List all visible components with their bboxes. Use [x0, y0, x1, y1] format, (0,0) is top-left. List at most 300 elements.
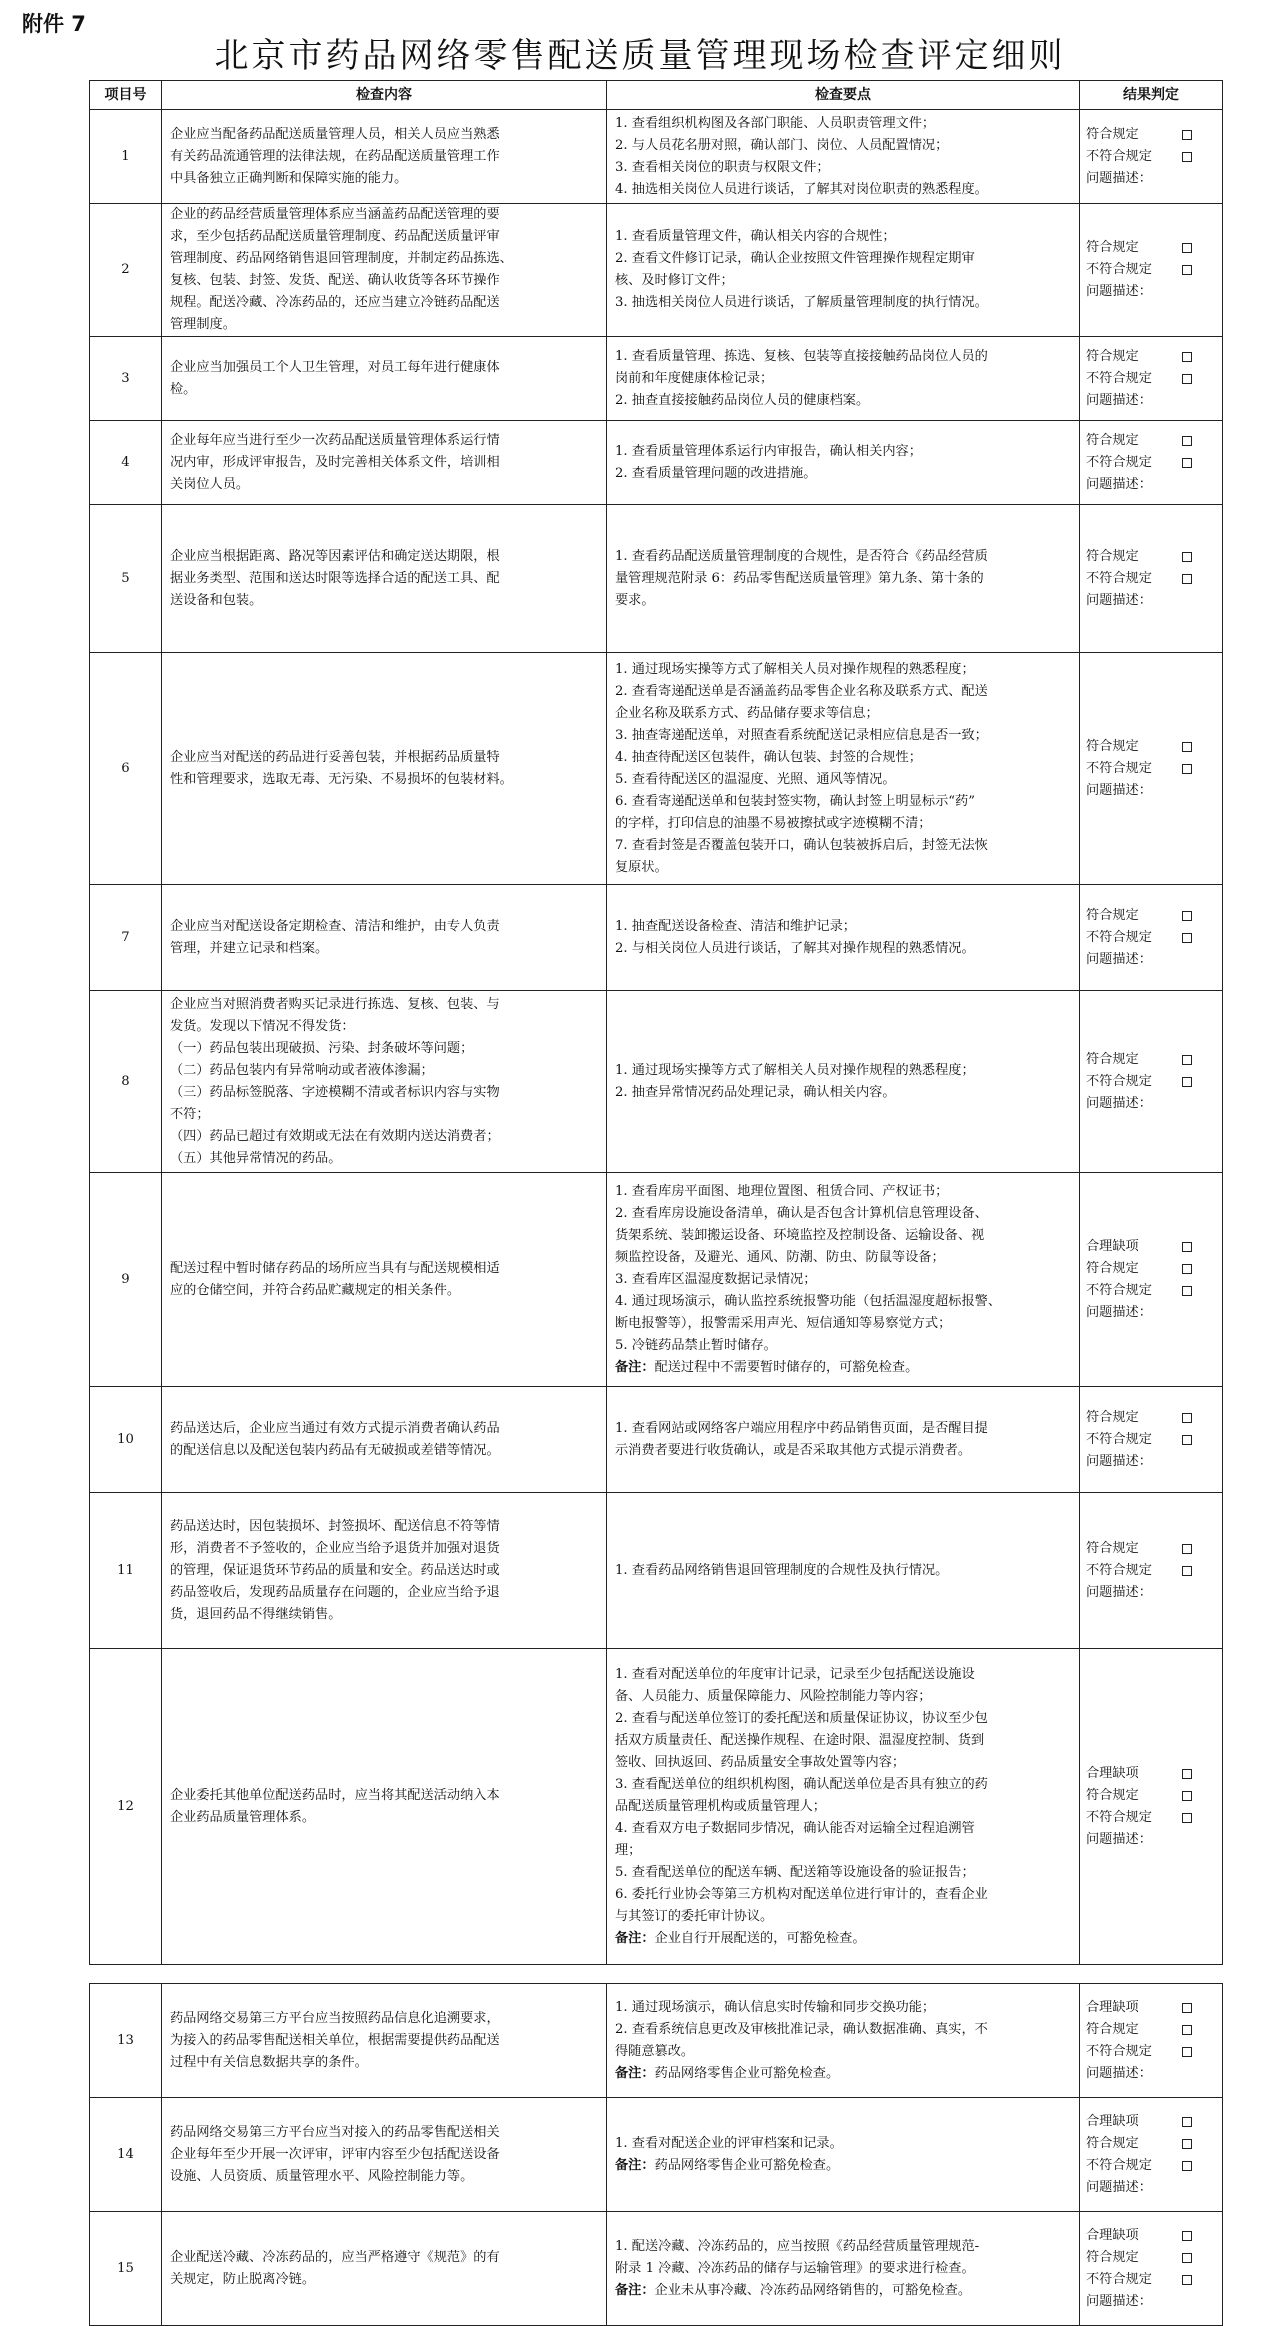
content-line: 企业配送冷藏、冷冻药品的，应当严格遵守《规范》的有 — [170, 2249, 500, 2265]
result-option-label: 不符合规定 — [1086, 148, 1152, 164]
check-point-line: 7. 查看封签是否覆盖包装开口，确认包装被拆启后，封签无法恢 — [615, 837, 988, 853]
result-option[interactable] — [1086, 1407, 1192, 1429]
check-point — [615, 1082, 1071, 1104]
item-number-text: 13 — [117, 2032, 134, 2048]
check-point-line: 备、人员能力、质量保障能力、风险控制能力等内容； — [615, 1688, 932, 1704]
item-number-text: 9 — [121, 1271, 130, 1287]
check-points — [607, 1173, 1080, 1387]
item-number — [90, 991, 162, 1173]
checkbox[interactable] — [1182, 574, 1192, 584]
result-option-label: 不符合规定 — [1086, 1562, 1152, 1578]
result-option-label: 符合规定 — [1086, 1409, 1139, 1425]
result-option[interactable] — [1086, 1807, 1192, 1829]
check-point-line: 品配送质量管理机构或质量管理人； — [615, 1798, 826, 1814]
check-points — [607, 337, 1080, 421]
check-content — [162, 110, 607, 204]
result-option-label: 符合规定 — [1086, 548, 1139, 564]
item-number-text: 2 — [121, 262, 130, 277]
note-text: 药品网络零售企业可豁免检查。 — [654, 2065, 840, 2081]
content-line: 据业务类型、范围和送达时限等选择合适的配送工具、配 — [170, 570, 500, 586]
check-point-line: 2. 抽查异常情况药品处理记录，确认相关内容。 — [615, 1084, 896, 1100]
check-point — [615, 390, 1071, 412]
checkbox[interactable] — [1182, 374, 1192, 384]
result-option[interactable] — [1086, 905, 1192, 927]
item-number — [90, 421, 162, 505]
check-content — [162, 1387, 607, 1493]
result-option[interactable] — [1086, 1071, 1192, 1093]
check-point-line: 括双方质量责任、配送操作规程、在途时限、温湿度控制、货到 — [615, 1732, 985, 1748]
content-line: （三）药品标签脱落、字迹模糊不清或者标识内容与实物 — [170, 1084, 500, 1100]
result-option-label: 符合规定 — [1086, 126, 1139, 142]
check-content — [162, 653, 607, 885]
checkbox[interactable] — [1182, 552, 1192, 562]
item-number — [90, 204, 162, 337]
result-cell — [1080, 1649, 1223, 1965]
check-point — [615, 179, 1071, 201]
check-point — [615, 292, 1071, 314]
table-row — [90, 337, 1223, 421]
checkbox[interactable] — [1182, 2231, 1192, 2241]
checkbox[interactable] — [1182, 2025, 1192, 2035]
check-point-line: 3. 抽选相关岗位人员进行谈话，了解质量管理制度的执行情况。 — [615, 295, 988, 310]
result-option-label: 合理缺项 — [1086, 1765, 1139, 1781]
checkbox[interactable] — [1182, 1286, 1192, 1296]
content-line: 检。 — [170, 381, 197, 397]
item-number — [90, 505, 162, 653]
table-row — [90, 2212, 1223, 2326]
check-point — [615, 938, 1071, 960]
check-point — [615, 546, 1071, 612]
result-option[interactable] — [1086, 546, 1192, 568]
item-number — [90, 1493, 162, 1649]
item-number-text: 4 — [121, 454, 130, 470]
table-row — [90, 421, 1223, 505]
inspection-table — [89, 80, 1223, 1965]
check-point — [615, 2236, 1071, 2280]
check-point — [615, 1997, 1071, 2019]
item-number-text: 3 — [121, 370, 130, 386]
result-option[interactable] — [1086, 2019, 1192, 2041]
result-option[interactable] — [1086, 368, 1192, 390]
content-line: （五）其他异常情况的药品。 — [170, 1150, 342, 1166]
checkbox[interactable] — [1182, 352, 1192, 362]
check-content — [162, 1649, 607, 1965]
issue-description-label: 问题描述： — [1086, 1095, 1152, 1111]
checkbox[interactable] — [1182, 911, 1192, 921]
checkbox[interactable] — [1182, 2117, 1192, 2127]
result-cell — [1080, 2098, 1223, 2212]
check-content — [162, 991, 607, 1173]
check-point — [615, 1884, 1071, 1928]
check-points — [607, 2098, 1080, 2212]
check-point-line: 3. 查看相关岗位的职责与权限文件； — [615, 159, 830, 175]
content-line: 不符； — [170, 1106, 210, 1122]
check-point — [615, 1418, 1071, 1462]
result-option[interactable] — [1086, 758, 1192, 780]
result-option-label: 不符合规定 — [1086, 1431, 1152, 1447]
check-point-line: 1. 查看药品配送质量管理制度的合规性，是否符合《药品经营质 — [615, 548, 988, 564]
item-number-text: 10 — [117, 1431, 134, 1447]
issue-description-label: 问题描述： — [1086, 782, 1152, 798]
check-point-line: 1. 查看网站或网络客户端应用程序中药品销售页面，是否醒目提 — [615, 1420, 988, 1436]
table-row — [90, 1649, 1223, 1965]
content-line: 配送过程中暂时储存药品的场所应当具有与配送规模相适 — [170, 1260, 500, 1276]
content-line: 复核、包装、封签、发货、配送、确认收货等各环节操作 — [170, 273, 500, 288]
checkbox[interactable] — [1182, 2139, 1192, 2149]
check-content — [162, 1984, 607, 2098]
check-point-line: 4. 通过现场演示，确认监控系统报警功能（包括温湿度超标报警、 — [615, 1293, 1002, 1309]
content-line: 药品网络交易第三方平台应当按照药品信息化追溯要求， — [170, 2010, 500, 2026]
check-point-line: 4. 抽查待配送区包装件，确认包装、封签的合规性； — [615, 749, 922, 765]
item-number — [90, 2098, 162, 2212]
result-option[interactable] — [1086, 1997, 1192, 2019]
check-point — [615, 659, 1071, 681]
result-option-label: 不符合规定 — [1086, 454, 1152, 470]
check-points — [607, 421, 1080, 505]
check-point-line: 2. 查看寄递配送单是否涵盖药品零售企业名称及联系方式、配送 — [615, 683, 988, 699]
issue-description-label: 问题描述： — [1086, 2293, 1152, 2309]
header-result: 结果判定 — [1080, 81, 1223, 110]
checkbox[interactable] — [1182, 1791, 1192, 1801]
item-number-text: 11 — [117, 1562, 134, 1578]
checkbox[interactable] — [1182, 2047, 1192, 2057]
result-option-label: 不符合规定 — [1086, 370, 1152, 386]
check-point-line: 6. 委托行业协会等第三方机构对配送单位进行审计的，查看企业 — [615, 1886, 988, 1902]
check-point — [615, 791, 1071, 835]
content-line: 管理，并建立记录和档案。 — [170, 940, 329, 956]
checkbox[interactable] — [1182, 1769, 1192, 1779]
content-line: （一）药品包装出现破损、污染、封条破坏等问题； — [170, 1040, 474, 1056]
checkbox[interactable] — [1182, 1813, 1192, 1823]
check-point-line: 1. 查看组织机构图及各部门职能、人员职责管理文件； — [615, 115, 936, 131]
content-line: （四）药品已超过有效期或无法在有效期内送达消费者； — [170, 1128, 500, 1144]
check-point-line: 1. 查看质量管理体系运行内审报告，确认相关内容； — [615, 443, 922, 459]
result-option[interactable] — [1086, 568, 1192, 590]
issue-description-label: 问题描述： — [1086, 392, 1152, 408]
note-text: 企业未从事冷藏、冷冻药品网络销售的，可豁免检查。 — [654, 2282, 972, 2298]
check-content — [162, 204, 607, 337]
result-option[interactable] — [1086, 2269, 1192, 2291]
result-option[interactable] — [1086, 1560, 1192, 1582]
check-point — [615, 1664, 1071, 1708]
result-option-label: 不符合规定 — [1086, 262, 1152, 277]
check-point — [615, 1203, 1071, 1269]
check-point — [615, 725, 1071, 747]
result-option[interactable] — [1086, 1280, 1192, 1302]
check-point — [615, 1862, 1071, 1884]
checkbox[interactable] — [1182, 933, 1192, 943]
check-point-line: 3. 抽查寄递配送单，对照查看系统配送记录相应信息是否一致； — [615, 727, 988, 743]
check-point-line: 理； — [615, 1842, 642, 1858]
result-option-label: 合理缺项 — [1086, 1999, 1139, 2015]
result-option-label: 符合规定 — [1086, 432, 1139, 448]
content-line: 药品送达时，因包装损坏、封签损坏、配送信息不符等情 — [170, 1518, 500, 1534]
result-option[interactable] — [1086, 124, 1192, 146]
content-line: 企业每年应当进行至少一次药品配送质量管理体系运行情 — [170, 432, 500, 448]
result-option[interactable] — [1086, 736, 1192, 758]
check-point — [615, 1335, 1071, 1357]
result-cell — [1080, 505, 1223, 653]
content-line: 形，消费者不予签收的，企业应当给予退货并加强对退货 — [170, 1540, 500, 1556]
check-point-line: 要求。 — [615, 592, 655, 608]
content-line: 企业应当对照消费者购买记录进行拣选、复核、包装、与 — [170, 996, 500, 1012]
check-points — [607, 991, 1080, 1173]
check-point — [615, 1181, 1071, 1203]
check-point-line: 2. 查看质量管理问题的改进措施。 — [615, 465, 817, 481]
note-label: 备注： — [615, 2282, 655, 2298]
checkbox[interactable] — [1182, 1055, 1192, 1065]
check-point-line: 与其签订的委托审计协议。 — [615, 1908, 774, 1924]
result-option[interactable] — [1086, 1049, 1192, 1071]
page-title: 北京市药品网络零售配送质量管理现场检查评定细则 — [214, 36, 1066, 76]
check-point-line: 复原状。 — [615, 859, 668, 875]
check-point-line: 签收、回执返回、药品质量安全事故处置等内容； — [615, 1754, 906, 1770]
result-option[interactable] — [1086, 2041, 1192, 2063]
result-option-label: 不符合规定 — [1086, 1282, 1152, 1298]
check-point-line: 2. 查看库房设施设备清单，确认是否包含计算机信息管理设备、 — [615, 1205, 988, 1221]
check-point-line: 5. 查看待配送区的温湿度、光照、通风等情况。 — [615, 771, 896, 787]
check-point-line: 核、及时修订文件； — [615, 273, 734, 288]
result-cell — [1080, 2212, 1223, 2326]
result-option-label: 符合规定 — [1086, 1787, 1139, 1803]
issue-description-label: 问题描述： — [1086, 2179, 1152, 2195]
content-line: 规程。配送冷藏、冷冻药品的，还应当建立冷链药品配送 — [170, 295, 500, 310]
check-point-line: 企业名称及联系方式、药品储存要求等信息； — [615, 705, 879, 721]
result-option[interactable] — [1086, 237, 1192, 259]
content-line: 送设备和包装。 — [170, 592, 263, 608]
note — [615, 1928, 1071, 1950]
content-line: 企业应当根据距离、路况等因素评估和确定送达期限，根 — [170, 548, 500, 564]
checkbox[interactable] — [1182, 265, 1192, 275]
note-label: 备注： — [615, 2065, 655, 2081]
checkbox[interactable] — [1182, 2003, 1192, 2013]
note-text: 配送过程中不需要暂时储存的，可豁免检查。 — [654, 1359, 919, 1375]
checkbox[interactable] — [1182, 1435, 1192, 1445]
content-line: 的配送信息以及配送包装内药品有无破损或差错等情况。 — [170, 1442, 500, 1458]
check-point-line: 2. 与相关岗位人员进行谈话，了解其对操作规程的熟悉情况。 — [615, 940, 975, 956]
check-point — [615, 1269, 1071, 1291]
result-option[interactable] — [1086, 430, 1192, 452]
result-option[interactable] — [1086, 346, 1192, 368]
check-point — [615, 248, 1071, 292]
check-point — [615, 1818, 1071, 1862]
issue-description-label: 问题描述： — [1086, 284, 1152, 299]
issue-description-label: 问题描述： — [1086, 476, 1152, 492]
result-option-label: 符合规定 — [1086, 348, 1139, 364]
check-point-line: 1. 通过现场演示，确认信息实时传输和同步交换功能； — [615, 1999, 936, 2015]
attachment-label: 附件 7 — [22, 12, 86, 36]
checkbox[interactable] — [1182, 1264, 1192, 1274]
result-option-label: 不符合规定 — [1086, 570, 1152, 586]
check-point — [615, 769, 1071, 791]
result-option-label: 合理缺项 — [1086, 2113, 1139, 2129]
result-option[interactable] — [1086, 2225, 1192, 2247]
result-cell — [1080, 110, 1223, 204]
check-point — [615, 113, 1071, 135]
check-point — [615, 1060, 1071, 1082]
checkbox[interactable] — [1182, 2161, 1192, 2171]
result-option[interactable] — [1086, 1763, 1192, 1785]
result-option[interactable] — [1086, 2155, 1192, 2177]
item-number-text: 14 — [117, 2146, 134, 2162]
checkbox[interactable] — [1182, 436, 1192, 446]
result-option-label: 合理缺项 — [1086, 1238, 1139, 1254]
content-line: 企业应当对配送的药品进行妥善包装，并根据药品质量特 — [170, 749, 500, 765]
check-point-line: 1. 查看药品网络销售退回管理制度的合规性及执行情况。 — [615, 1562, 949, 1578]
result-cell — [1080, 885, 1223, 991]
check-point-line: 4. 抽选相关岗位人员进行谈话，了解其对岗位职责的熟悉程度。 — [615, 181, 988, 197]
note-label: 备注： — [615, 2157, 655, 2173]
table-header-row — [90, 81, 1223, 110]
table-row — [90, 991, 1223, 1173]
check-point — [615, 346, 1071, 390]
result-cell — [1080, 1984, 1223, 2098]
item-number — [90, 1173, 162, 1387]
table-row — [90, 885, 1223, 991]
issue-description-label: 问题描述： — [1086, 1453, 1152, 1469]
result-option[interactable] — [1086, 1429, 1192, 1451]
item-number — [90, 653, 162, 885]
check-point-line: 2. 抽查直接接触药品岗位人员的健康档案。 — [615, 392, 870, 408]
content-line: 关岗位人员。 — [170, 476, 250, 492]
check-points — [607, 2212, 1080, 2326]
result-option-label: 符合规定 — [1086, 1051, 1139, 1067]
item-number — [90, 1387, 162, 1493]
check-point — [615, 2019, 1071, 2063]
check-points — [607, 1493, 1080, 1649]
result-cell — [1080, 337, 1223, 421]
result-cell — [1080, 1173, 1223, 1387]
checkbox[interactable] — [1182, 152, 1192, 162]
note-text: 企业自行开展配送的，可豁免检查。 — [654, 1930, 866, 1946]
content-line: 管理制度、药品网络销售退回管理制度，并制定药品拣选、 — [170, 251, 513, 266]
check-point-line: 4. 查看双方电子数据同步情况，确认能否对运输全过程追溯管 — [615, 1820, 975, 1836]
note — [615, 2280, 1071, 2302]
checkbox[interactable] — [1182, 243, 1192, 253]
checkbox[interactable] — [1182, 1077, 1192, 1087]
result-option[interactable] — [1086, 927, 1192, 949]
content-line: 企业应当加强员工个人卫生管理，对员工每年进行健康体 — [170, 359, 500, 375]
check-point — [615, 135, 1071, 157]
checkbox[interactable] — [1182, 458, 1192, 468]
result-option-label: 不符合规定 — [1086, 929, 1152, 945]
content-line: （二）药品包装内有异常响动或者液体渗漏； — [170, 1062, 434, 1078]
result-option-label: 符合规定 — [1086, 2135, 1139, 2151]
check-point-line: 1. 通过现场实操等方式了解相关人员对操作规程的熟悉程度； — [615, 661, 975, 677]
result-cell — [1080, 204, 1223, 337]
checkbox[interactable] — [1182, 742, 1192, 752]
check-content — [162, 1173, 607, 1387]
checkbox[interactable] — [1182, 764, 1192, 774]
note — [615, 2155, 1071, 2177]
item-number — [90, 1984, 162, 2098]
table-row — [90, 1387, 1223, 1493]
check-point-line: 1. 查看质量管理文件，确认相关内容的合规性； — [615, 229, 896, 244]
content-line: 求，至少包括药品配送质量管理制度、药品配送质量评审 — [170, 229, 500, 244]
content-line: 应的仓储空间，并符合药品贮藏规定的相关条件。 — [170, 1282, 461, 1298]
checkbox[interactable] — [1182, 130, 1192, 140]
result-option[interactable] — [1086, 1236, 1192, 1258]
result-option-label: 不符合规定 — [1086, 1809, 1152, 1825]
check-content — [162, 1493, 607, 1649]
check-point-line: 6. 查看寄递配送单和包装封签实物，确认封签上明显标示“药” — [615, 793, 975, 809]
content-line: 药品网络交易第三方平台应当对接入的药品零售配送相关 — [170, 2124, 500, 2140]
content-line: 性和管理要求，选取无毒、无污染、不易损坏的包装材料。 — [170, 771, 513, 787]
result-option-label: 符合规定 — [1086, 2021, 1139, 2037]
check-points — [607, 653, 1080, 885]
result-option-label: 不符合规定 — [1086, 2157, 1152, 2173]
note-text: 药品网络零售企业可豁免检查。 — [654, 2157, 840, 2173]
item-number-text: 7 — [121, 929, 130, 945]
check-point-line: 附录 1 冷藏、冷冻药品的储存与运输管理》的要求进行检查。 — [615, 2260, 975, 2276]
content-line: 药品送达后，企业应当通过有效方式提示消费者确认药品 — [170, 1420, 500, 1436]
check-point-line: 货架系统、装卸搬运设备、环境监控及控制设备、运输设备、视 — [615, 1227, 985, 1243]
issue-description-label: 问题描述： — [1086, 951, 1152, 967]
checkbox[interactable] — [1182, 1544, 1192, 1554]
check-point-line: 示消费者要进行收货确认，或是否采取其他方式提示消费者。 — [615, 1442, 972, 1458]
result-option[interactable] — [1086, 2111, 1192, 2133]
result-option-label: 不符合规定 — [1086, 2043, 1152, 2059]
check-points — [607, 1387, 1080, 1493]
content-line: 企业应当对配送设备定期检查、清洁和维护，由专人负责 — [170, 918, 500, 934]
checkbox[interactable] — [1182, 1413, 1192, 1423]
checkbox[interactable] — [1182, 1242, 1192, 1252]
check-point — [615, 916, 1071, 938]
result-option[interactable] — [1086, 2247, 1192, 2269]
result-option[interactable] — [1086, 259, 1192, 281]
item-number — [90, 2212, 162, 2326]
content-line: 企业的药品经营质量管理体系应当涵盖药品配送管理的要 — [170, 207, 500, 222]
result-cell — [1080, 1387, 1223, 1493]
content-line: 发货。发现以下情况不得发货： — [170, 1018, 355, 1034]
result-option[interactable] — [1086, 1785, 1192, 1807]
item-number — [90, 110, 162, 204]
result-option[interactable] — [1086, 1538, 1192, 1560]
note — [615, 1357, 1071, 1379]
check-point-line: 1. 配送冷藏、冷冻药品的，应当按照《药品经营质量管理规范- — [615, 2238, 980, 2254]
content-line: 药品签收后，发现药品质量存在问题的，企业应当给予退 — [170, 1584, 500, 1600]
header-points: 检查要点 — [607, 81, 1080, 110]
check-content — [162, 2212, 607, 2326]
checkbox[interactable] — [1182, 2275, 1192, 2285]
content-line: 的管理，保证退货环节药品的质量和安全。药品送达时或 — [170, 1562, 500, 1578]
check-point-line: 2. 与人员花名册对照，确认部门、岗位、人员配置情况； — [615, 137, 949, 153]
issue-description-label: 问题描述： — [1086, 1584, 1152, 1600]
result-option[interactable] — [1086, 2133, 1192, 2155]
checkbox[interactable] — [1182, 1566, 1192, 1576]
check-content — [162, 421, 607, 505]
check-point — [615, 747, 1071, 769]
content-line: 况内审，形成评审报告，及时完善相关体系文件，培训相 — [170, 454, 500, 470]
result-option[interactable] — [1086, 146, 1192, 168]
issue-description-label: 问题描述： — [1086, 1304, 1152, 1320]
check-point-line: 1. 查看质量管理、拣选、复核、包装等直接接触药品岗位人员的 — [615, 348, 988, 364]
checkbox[interactable] — [1182, 2253, 1192, 2263]
check-point-line: 5. 查看配送单位的配送车辆、配送箱等设施设备的验证报告； — [615, 1864, 975, 1880]
result-option[interactable] — [1086, 452, 1192, 474]
note-label: 备注： — [615, 1359, 655, 1375]
check-point — [615, 2133, 1071, 2155]
check-point-line: 1. 查看对配送企业的评审档案和记录。 — [615, 2135, 843, 2151]
result-option[interactable] — [1086, 1258, 1192, 1280]
issue-description-label: 问题描述： — [1086, 592, 1152, 608]
result-option-label: 符合规定 — [1086, 240, 1139, 255]
header-content: 检查内容 — [162, 81, 607, 110]
check-point — [615, 1708, 1071, 1774]
result-option-label: 不符合规定 — [1086, 1073, 1152, 1089]
check-point-line: 3. 查看配送单位的组织机构图，确认配送单位是否具有独立的药 — [615, 1776, 988, 1792]
issue-description-label: 问题描述： — [1086, 1831, 1152, 1847]
